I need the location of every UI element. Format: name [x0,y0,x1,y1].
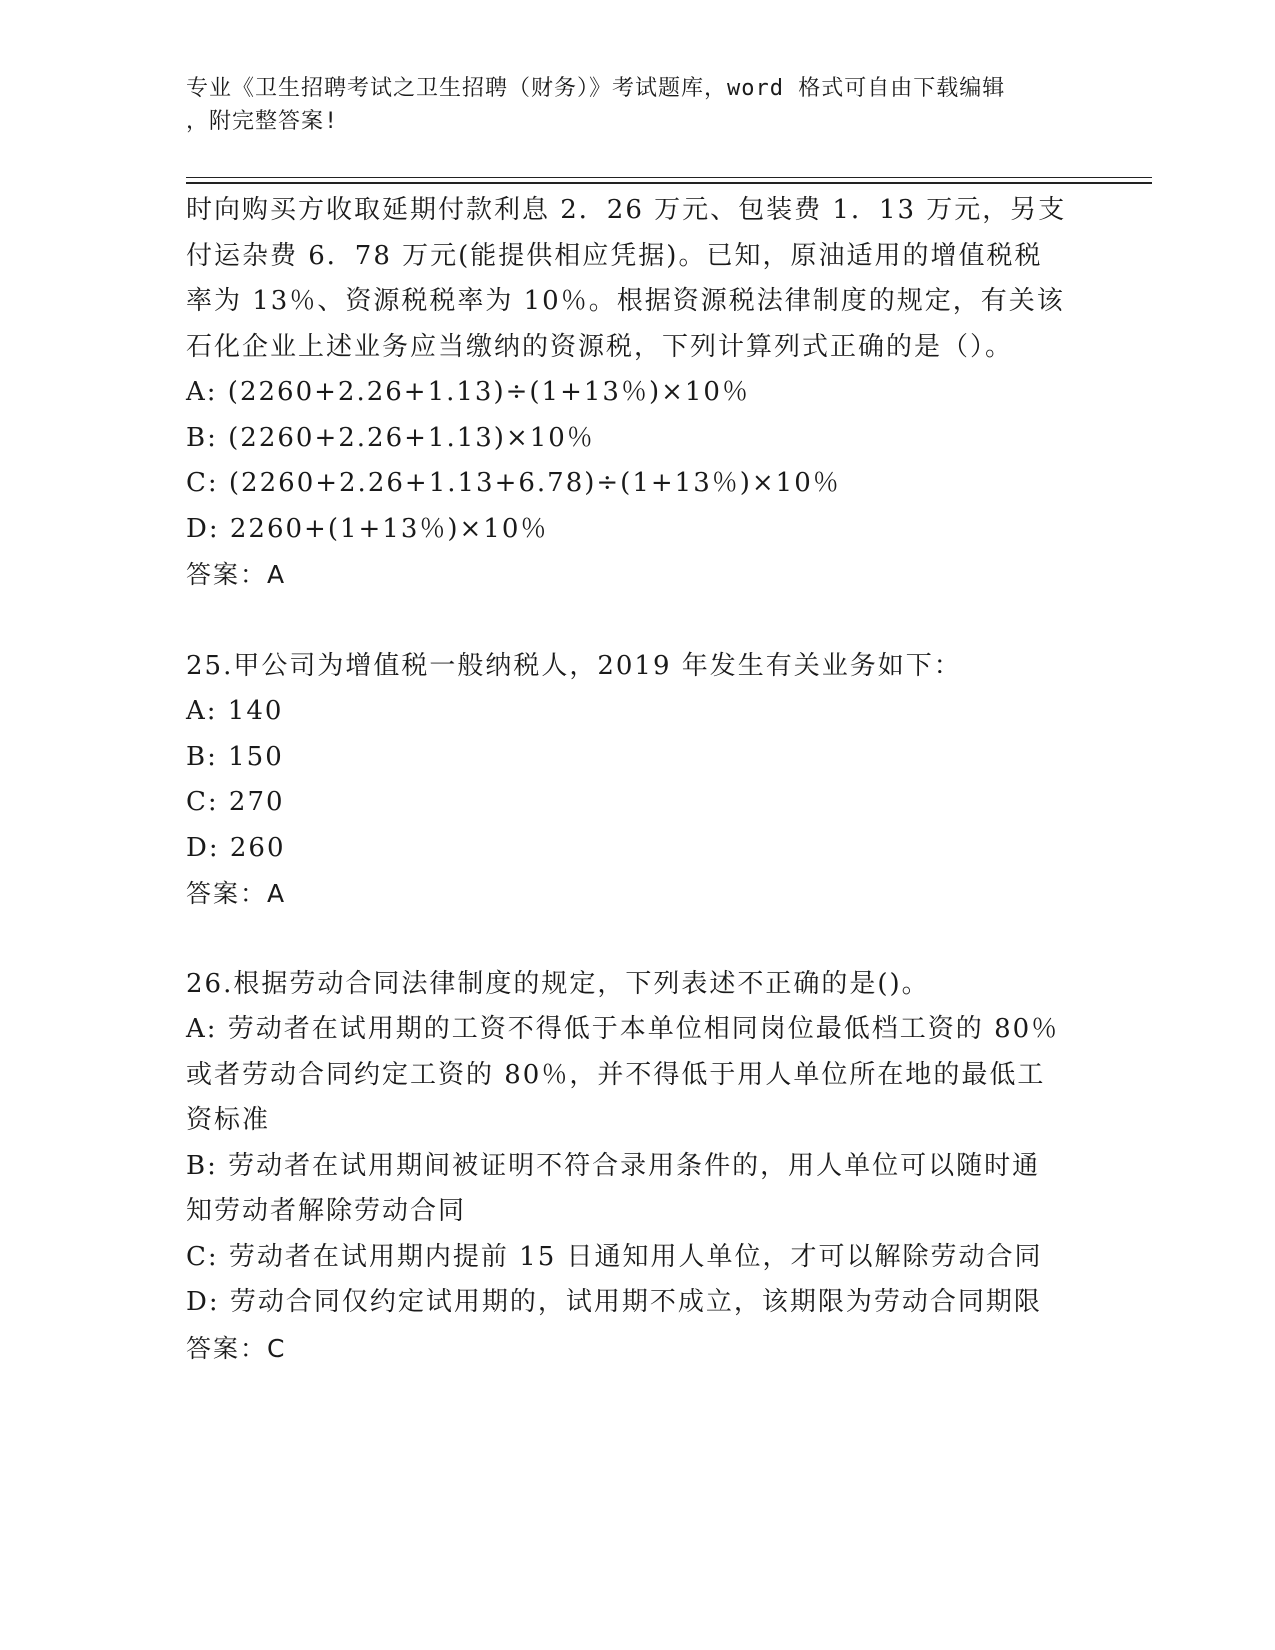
header-rule-thin [186,177,1152,178]
q24-option-d: D: 2260+(1+13％)×10％ [186,513,549,544]
q26-option-a: A: 劳动者在试用期的工资不得低于本单位相同岗位最低档工资的 80％ [186,1014,1060,1044]
q25-option-a: A: 140 [186,696,284,726]
q25-option-b: B: 150 [186,741,284,772]
q26-option-b: B: 劳动者在试用期间被证明不符合录用条件的，用人单位可以随时通 [186,1150,1041,1181]
q25-option-c: C: 270 [186,787,285,817]
q24-answer: 答案：A [186,560,287,589]
q26-option-c: C: 劳动者在试用期内提前 15 日通知用人单位，才可以解除劳动合同 [186,1241,1043,1272]
q24-stem-line: 付运杂费 6．78 万元(能提供相应凭据)。已知，原油适用的增值税税 [186,240,1043,271]
q26-option-d: D: 劳动合同仅约定试用期的，试用期不成立，该期限为劳动合同期限 [186,1287,1042,1317]
q24-stem-line: 率为 13％、资源税税率为 10％。根据资源税法律制度的规定，有关该 [186,286,1065,316]
q26-stem: 26.根据劳动合同法律制度的规定，下列表述不正确的是()。 [186,968,930,999]
header-rule-thick [186,182,1152,184]
q25-answer: 答案：A [186,879,287,908]
q24-option-a: A: (2260+2.26+1.13)÷(1+13％)×10％ [186,377,750,407]
q26-option-b-cont: 知劳动者解除劳动合同 [186,1196,467,1226]
q26-option-a-cont: 资标准 [186,1105,271,1135]
q24-stem-line: 时向购买方收取延期付款利息 2．26 万元、包装费 1．13 万元，另支 [186,195,1067,225]
q25-stem: 25.甲公司为增值税一般纳税人，2019 年发生有关业务如下： [186,650,962,681]
document-header [186,72,1086,138]
q26-answer: 答案：C [186,1333,287,1363]
q24-option-c: C: (2260+2.26+1.13+6.78)÷(1+13％)×10％ [186,468,841,498]
q24-option-b: B: (2260+2.26+1.13)×10％ [186,422,595,453]
q24-stem-line: 石化企业上述业务应当缴纳的资源税，下列计算列式正确的是（）。 [186,331,1014,362]
q26-option-a-cont: 或者劳动合同约定工资的 80％，并不得低于用人单位所在地的最低工 [186,1059,1046,1090]
question-content [186,188,1086,1371]
header-line-1: 专业《卫生招聘考试之卫生招聘（财务）》考试题库，word 格式可自由下载编辑 [186,76,1006,101]
q25-option-d: D: 260 [186,832,286,863]
header-line-2: ，附完整答案! [186,109,339,134]
